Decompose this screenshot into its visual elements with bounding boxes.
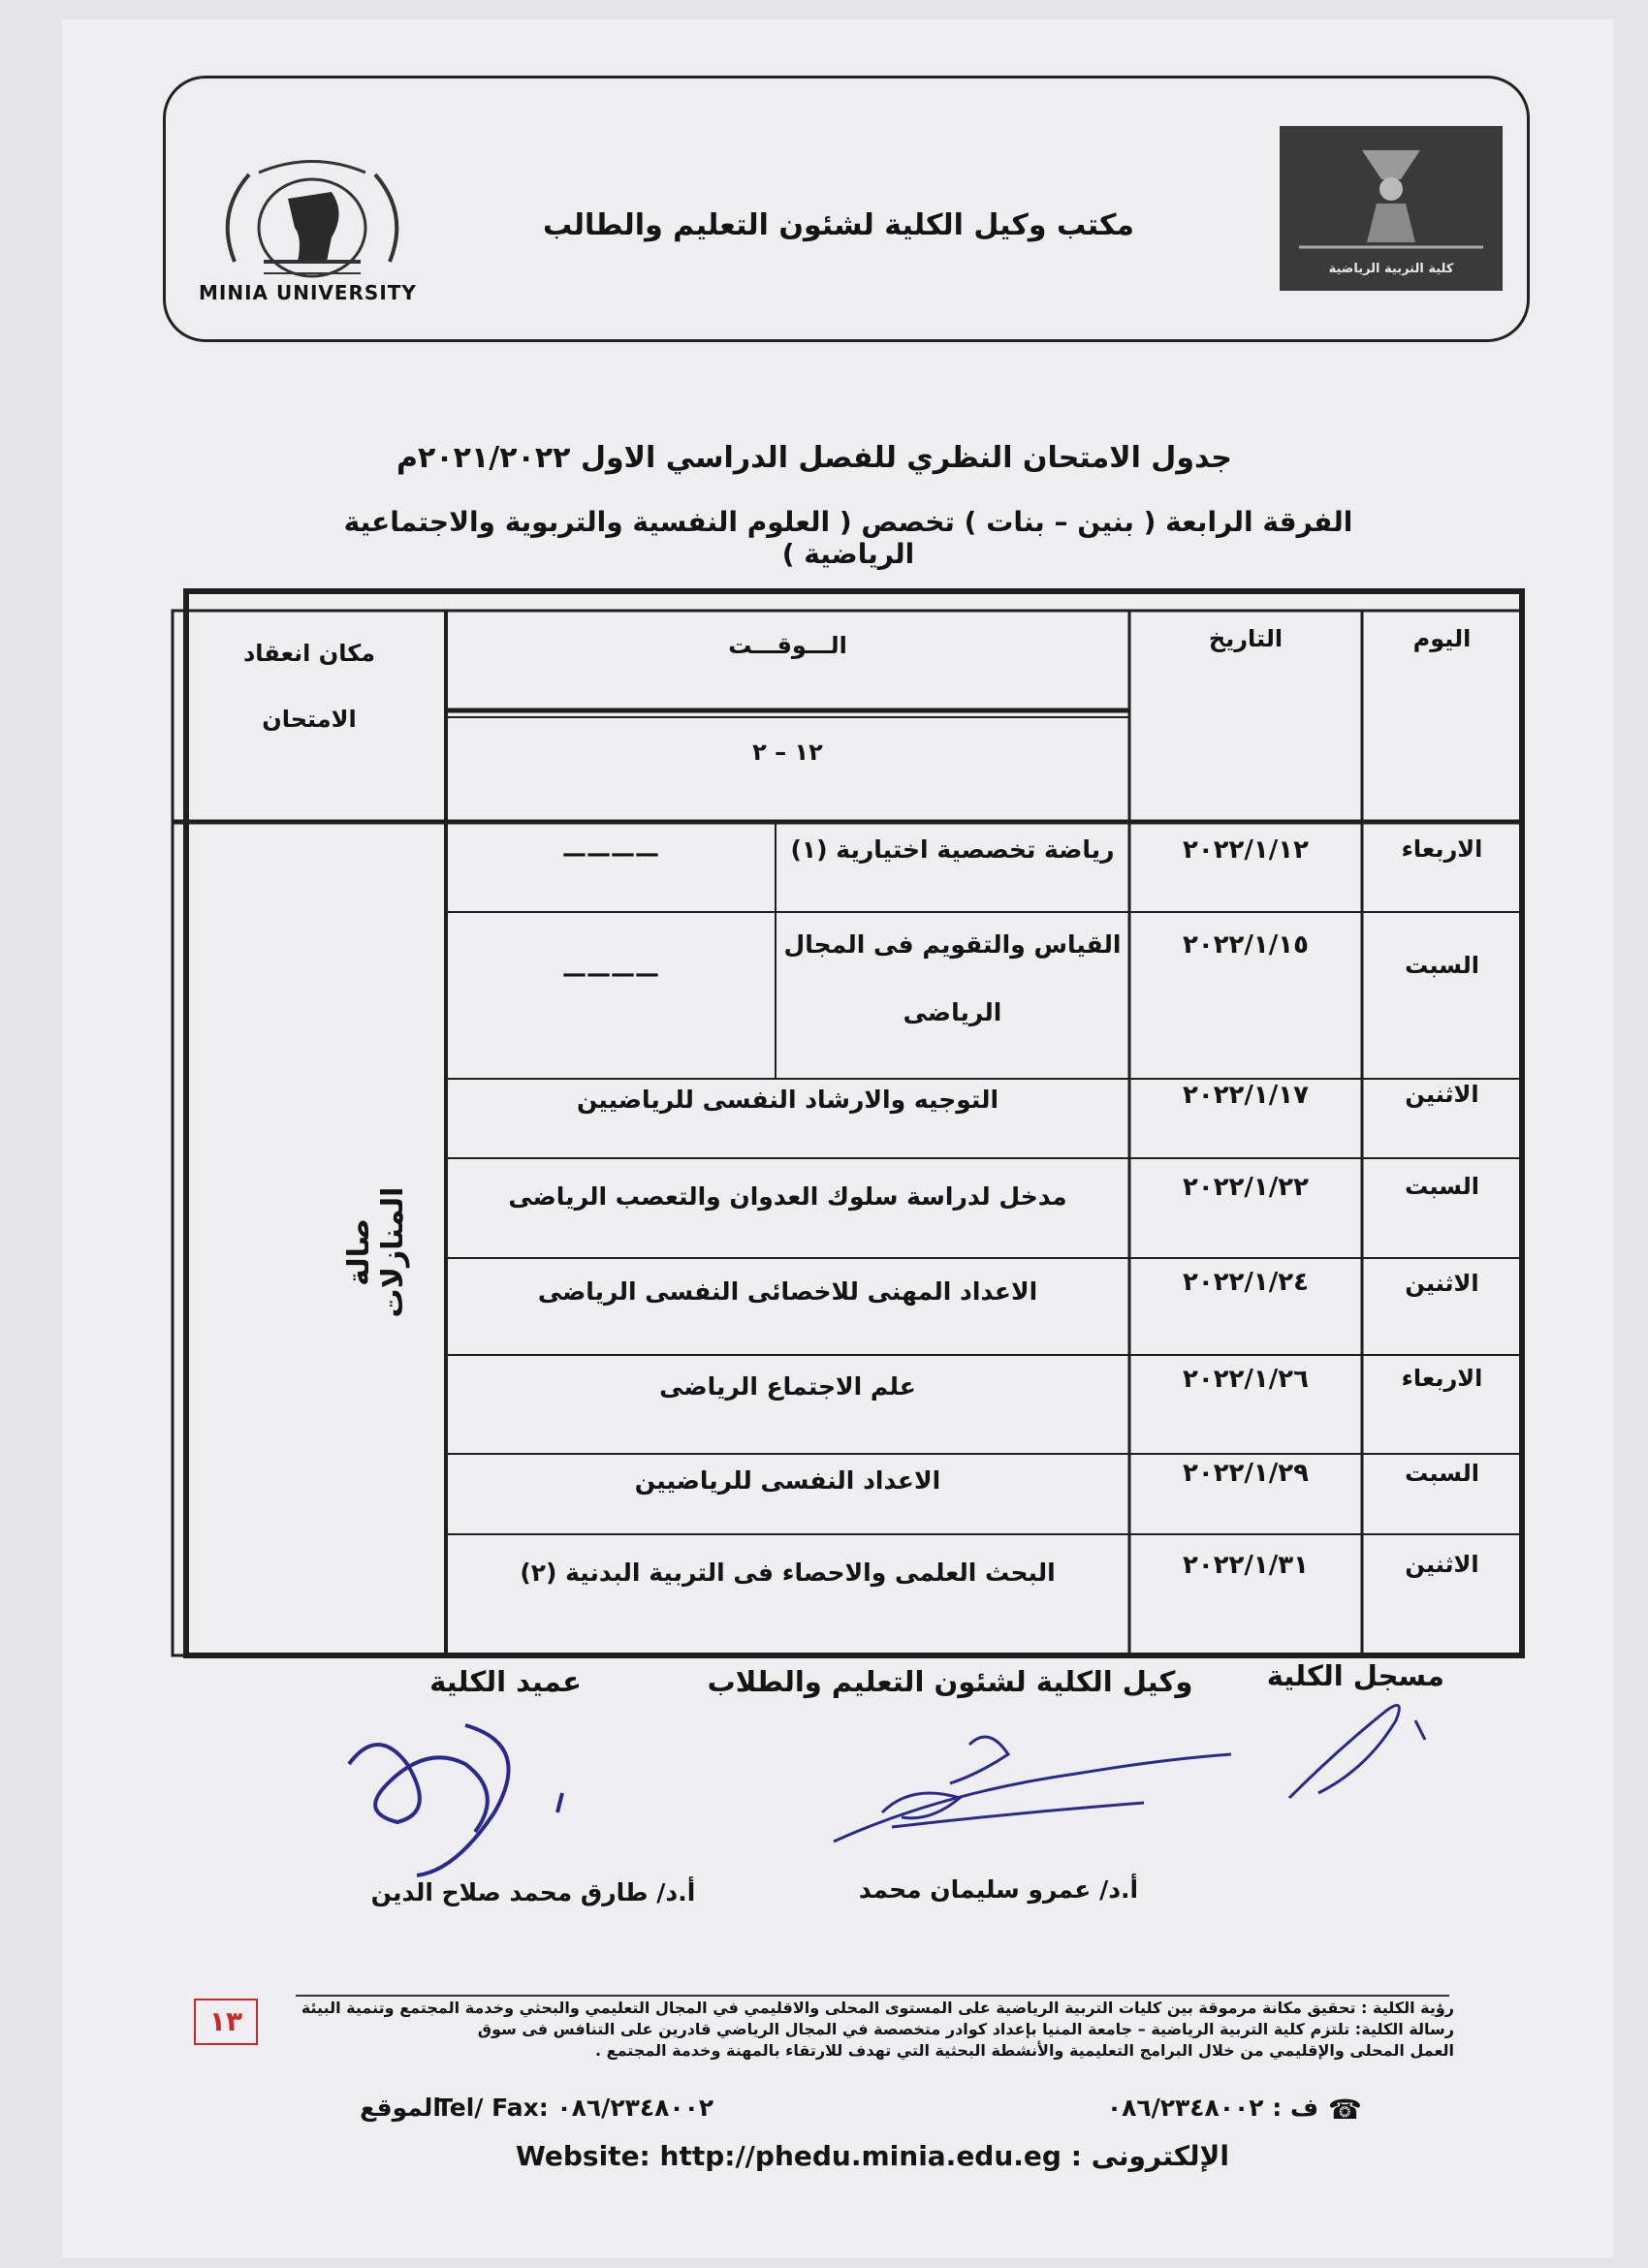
row-5-subject: الاعداد المهنى للاخصائى النفسى الرياضى bbox=[537, 1277, 1038, 1306]
row-2-subject-line1: القياس والتقويم فى المجال bbox=[783, 930, 1122, 959]
dean-name: أ.د/ طارق محمد صلاح الدين bbox=[370, 1878, 696, 1906]
row-2-subject-line2: الرياضى bbox=[903, 998, 1002, 1026]
footer-phone: ف : ٠٨٦/٢٣٤٨٠٠٢ bbox=[1106, 2094, 1318, 2122]
row-4-subject: مدخل لدراسة سلوك العدوان والتعصب الرياضى bbox=[508, 1182, 1067, 1211]
row-5-date: ٢٠٢٢/١/٢٤ bbox=[1182, 1268, 1310, 1297]
exam-subtitle: الفرقة الرابعة ( بنين – بنات ) تخصص ( العلوم النفسية والتربوية والاجتماعية الرياضية ) bbox=[343, 506, 1353, 570]
registrar-signature bbox=[1280, 1691, 1474, 1808]
row-7-date: ٢٠٢٢/١/٢٩ bbox=[1182, 1459, 1310, 1488]
footer-tel-fax: Tel/ Fax: ٠٨٦/٢٣٤٨٠٠٢ bbox=[436, 2094, 714, 2122]
row-6-date: ٢٠٢٢/١/٢٦ bbox=[1182, 1365, 1310, 1394]
row-6-subject: علم الاجتماع الرياضى bbox=[659, 1372, 916, 1401]
footer-mission: رسالة الكلية: تلتزم كلية التربية الرياضية – جامعة المنيا بإعداد كوادر متخصصة في المجال الرياضي قادرين على التنافس فى سوق bbox=[477, 2020, 1454, 2038]
footer-vision: رؤية الكلية : تحقيق مكانة مرموقة بين كليات التربية الرياضية على المستوى المحلى والاقليمي في المجال التعليمي والبحثي وخدمة المجتمع وتنمية البيئة bbox=[301, 1999, 1454, 2017]
dean-label: عميد الكلية bbox=[429, 1665, 582, 1698]
registrar-label: مسجل الكلية bbox=[1266, 1659, 1444, 1692]
vice-dean-signature bbox=[824, 1706, 1241, 1851]
exam-venue: صالة المنازلات bbox=[342, 1186, 410, 1318]
header-date: التاريخ bbox=[1208, 625, 1284, 652]
row-8-day: الاثنين bbox=[1405, 1551, 1479, 1578]
row-1-empty-dash: ———— bbox=[562, 839, 659, 867]
page-number: ١٣ bbox=[194, 1999, 258, 2045]
dean-signature bbox=[339, 1706, 591, 1880]
row-2-day: السبت bbox=[1405, 952, 1479, 979]
footer-site-label: الموقع bbox=[360, 2094, 441, 2122]
row-2-date: ٢٠٢٢/١/١٥ bbox=[1182, 930, 1310, 960]
row-8-subject: البحث العلمى والاحصاء فى التربية البدنية (٢) bbox=[520, 1559, 1056, 1587]
vice-dean-name: أ.د/ عمرو سليمان محمد bbox=[858, 1875, 1139, 1904]
footer-mission-continued: العمل المحلى والإقليمي من خلال البرامج التعليمية والأنشطة البحثية التي تهدف للارتقاء بالمهنة وخدمة المجتمع . bbox=[594, 2041, 1454, 2060]
row-2-empty-dash: ———— bbox=[562, 960, 659, 988]
row-7-day: السبت bbox=[1405, 1460, 1479, 1487]
telephone-icon: ☎ bbox=[1328, 2094, 1362, 2126]
row-1-day: الاربعاء bbox=[1401, 835, 1483, 863]
row-6-day: الاربعاء bbox=[1401, 1365, 1483, 1392]
header-venue-line2: الامتحان bbox=[262, 706, 357, 733]
row-5-day: الاثنين bbox=[1405, 1270, 1479, 1297]
row-1-date: ٢٠٢٢/١/١٢ bbox=[1182, 835, 1310, 865]
vice-dean-label: وكيل الكلية لشئون التعليم والطلاب bbox=[707, 1665, 1193, 1698]
faculty-logo-caption: كلية التربية الرياضية bbox=[1328, 262, 1454, 276]
exam-title: جدول الامتحان النظري للفصل الدراسي الاول ٢٠٢١/٢٠٢٢م bbox=[396, 441, 1232, 475]
header-venue-line1: مكان انعقاد bbox=[242, 640, 376, 667]
row-3-day: الاثنين bbox=[1405, 1081, 1479, 1108]
row-3-subject: التوجيه والارشاد النفسى للرياضيين bbox=[576, 1086, 999, 1114]
header-time: الـــوقـــت bbox=[728, 632, 847, 659]
row-3-date: ٢٠٢٢/١/١٧ bbox=[1182, 1081, 1310, 1110]
footer-website: Website: http://phedu.minia.edu.eg : الإلكترونى bbox=[516, 2140, 1229, 2172]
office-title: مكتب وكيل الكلية لشئون التعليم والطالب bbox=[543, 208, 1134, 242]
row-1-subject: رياضة تخصصية اختيارية (١) bbox=[790, 835, 1115, 864]
row-4-day: السبت bbox=[1405, 1173, 1479, 1200]
row-8-date: ٢٠٢٢/١/٣١ bbox=[1182, 1551, 1310, 1580]
header-time-slot: ١٢ – ٢ bbox=[752, 739, 823, 766]
footer-divider bbox=[296, 1995, 1449, 1997]
row-4-date: ٢٠٢٢/١/٢٢ bbox=[1182, 1173, 1310, 1202]
row-7-subject: الاعداد النفسى للرياضيين bbox=[634, 1466, 941, 1495]
header-day: اليوم bbox=[1412, 625, 1472, 652]
university-logo-text: MINIA UNIVERSITY bbox=[199, 281, 417, 304]
